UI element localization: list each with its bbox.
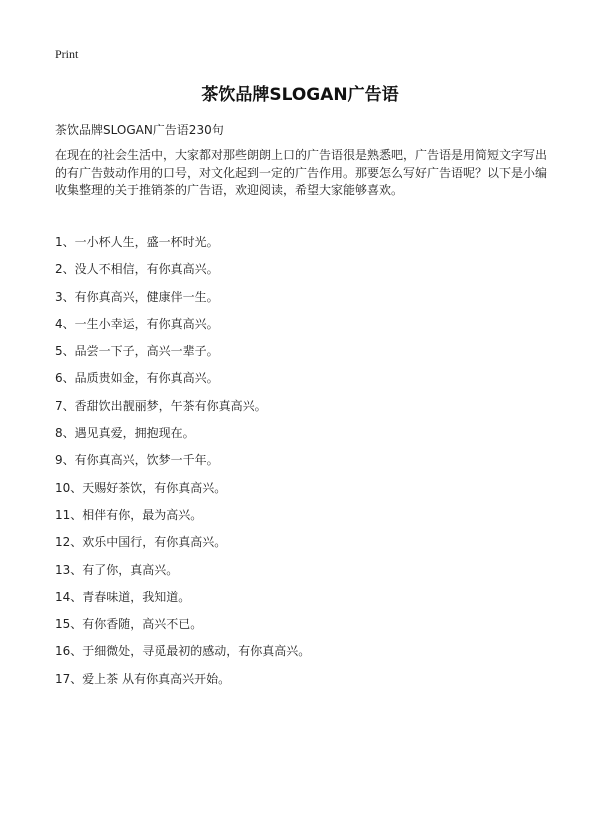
list-item: 4、一生小幸运，有你真高兴。 (55, 316, 219, 331)
list-item: 3、有你真高兴，健康伴一生。 (55, 289, 219, 304)
slogan-list (55, 234, 310, 698)
list-item: 12、欢乐中国行，有你真高兴。 (55, 535, 227, 550)
list-item: 7、香甜饮出靓丽梦，午茶有你真高兴。 (55, 398, 267, 413)
list-item: 2、没人不相信，有你真高兴。 (55, 262, 219, 277)
list-item: 6、品质贵如金，有你真高兴。 (55, 371, 219, 386)
document-subtitle: 茶饮品牌SLOGAN广告语230句 (55, 123, 224, 137)
list-item: 5、品尝一下子，高兴一辈子。 (55, 344, 219, 359)
print-link[interactable]: Print (55, 47, 79, 61)
list-item: 1、一小杯人生，盛一杯时光。 (55, 235, 219, 249)
list-item: 9、有你真高兴，饮梦一千年。 (55, 453, 219, 468)
list-item: 10、天赐好茶饮，有你真高兴。 (55, 480, 227, 495)
list-item: 14、青春味道，我知道。 (55, 589, 191, 604)
intro-paragraph: 在现在的社会生活中，大家都对那些朗朗上口的广告语很是熟悉吧，广告语是用简短文字写出的有广告鼓动作用的口号，对文化起到一定的广告作用。那要怎么写好广告语呢？以下是小编收集整理的关于推销茶的广告语，欢迎阅读，希望大家能够喜欢。 (55, 148, 548, 197)
list-item: 13、有了你，真高兴。 (55, 562, 179, 577)
list-item: 8、遇见真爱，拥抱现在。 (55, 426, 195, 441)
list-item: 17、爱上茶 从有你真高兴开始。 (55, 671, 231, 686)
list-item: 11、相伴有你，最为高兴。 (55, 507, 203, 522)
page-title: 茶饮品牌SLOGAN广告语 (201, 85, 399, 105)
list-item: 16、于细微处，寻觅最初的感动，有你真高兴。 (55, 644, 311, 659)
list-item: 15、有你香随，高兴不已。 (55, 617, 203, 632)
